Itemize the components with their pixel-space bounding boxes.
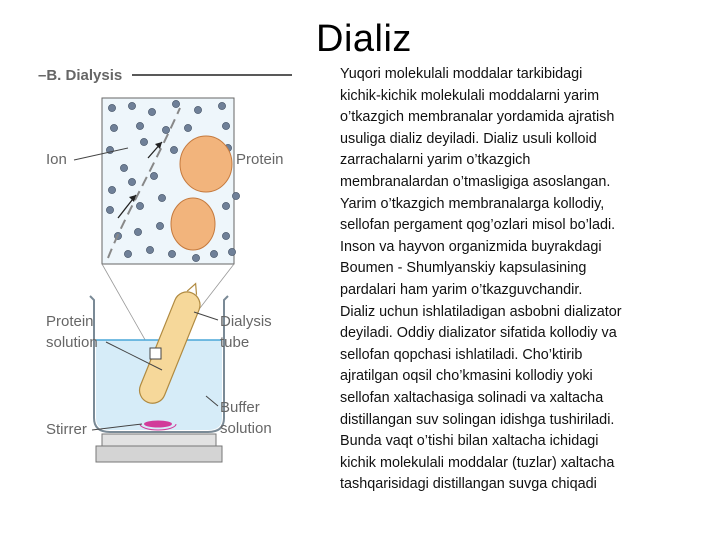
ion-particle — [150, 172, 157, 179]
ion-particle — [134, 228, 141, 235]
body-line: o’tkazgich membranalar yordamida ajratish — [340, 109, 615, 126]
label-buffer-solution-2: solution — [220, 420, 272, 437]
ion-particle — [108, 104, 115, 111]
stirrer-bar — [144, 421, 172, 428]
ion-particle — [218, 102, 225, 109]
ion-particle — [148, 108, 155, 115]
ion-particle — [162, 126, 169, 133]
ion-particle — [170, 146, 177, 153]
label-stirrer: Stirrer — [46, 421, 87, 438]
ion-particle — [120, 164, 127, 171]
label-ion: Ion — [46, 151, 67, 168]
body-line: kichik molekulali moddalar (tuzlar) xaltacha — [340, 454, 615, 471]
ion-particle — [156, 222, 163, 229]
zoom-line — [102, 264, 152, 352]
body-line: Bunda vaqt o’tishi bilan xaltacha ichidagi — [340, 433, 599, 450]
tube-clip — [150, 348, 161, 359]
body-line: sellofan pergament qog’ozlari misol bo’ladi. — [340, 217, 616, 234]
body-line: sellofan qopchasi ishlatiladi. Cho’ktirib — [340, 346, 583, 363]
ion-particle — [158, 194, 165, 201]
body-line: Boumen - Shumlyanskiy kapsulasining — [340, 260, 587, 277]
ion-particle — [222, 202, 229, 209]
ion-particle — [232, 192, 239, 199]
ion-particle — [222, 122, 229, 129]
ion-particle — [128, 178, 135, 185]
stirrer-base — [102, 434, 216, 446]
body-line: sellofan xaltachasiga solinadi va xaltacha — [340, 389, 604, 406]
label-protein-solution-2: solution — [46, 334, 98, 351]
figure-heading: –B. Dialysis — [38, 67, 123, 84]
body-line: zarrachalarni yarim o’tkazgich — [340, 152, 531, 169]
pointer-dialysis-tube — [194, 312, 218, 320]
label-protein-solution-1: Protein — [46, 313, 94, 330]
body-line: membranalardan o’tmasligiga asoslangan. — [340, 173, 611, 190]
ion-particle — [228, 248, 235, 255]
body-line: Yarim o’tkazgich membranalarga kollodiy, — [340, 195, 605, 212]
body-line: deyiladi. Oddiy dializator sifatida kollodiy va — [340, 325, 617, 342]
body-line: pardalari ham yarim o’tkazguvchandir. — [340, 281, 583, 298]
body-line: Yuqori molekulali moddalar tarkibidagi — [340, 66, 583, 82]
label-dialysis-tube-1: Dialysis — [220, 313, 272, 330]
label-protein: Protein — [236, 151, 284, 168]
dialysis-figure — [0, 0, 310, 480]
body-line: kichik-kichik molekulali moddalarni yarim — [340, 87, 600, 104]
ion-particle — [136, 202, 143, 209]
ion-particle — [136, 122, 143, 129]
ion-particle — [192, 254, 199, 261]
protein-blob — [180, 136, 232, 192]
ion-particle — [184, 124, 191, 131]
ion-particle — [106, 206, 113, 213]
ion-particle — [168, 250, 175, 257]
slide-title: Dializ — [316, 18, 412, 60]
label-buffer-solution-1: Buffer — [220, 399, 260, 416]
ion-particle — [172, 100, 179, 107]
ion-particle — [110, 124, 117, 131]
body-line: Dializ uchun ishlatiladigan asbobni dializator — [340, 303, 622, 320]
ion-particle — [146, 246, 153, 253]
protein-blob — [171, 198, 215, 250]
stirrer-base-bottom — [96, 446, 222, 462]
body-line: ajratilgan oqsil cho’kmasini kollodiy yoki — [340, 368, 593, 385]
body-paragraph — [340, 64, 680, 496]
body-line: distillangan suv solingan idishga tushiriladi. — [340, 411, 615, 428]
body-line: usuliga dializ deyiladi. Dializ usuli kolloid — [340, 130, 597, 147]
label-dialysis-tube-2: tube — [220, 334, 250, 351]
ion-particle — [128, 102, 135, 109]
body-line: Inson va hayvon organizmida buyrakdagi — [340, 238, 602, 255]
ion-particle — [194, 106, 201, 113]
ion-particle — [210, 250, 217, 257]
ion-particle — [124, 250, 131, 257]
ion-particle — [140, 138, 147, 145]
ion-particle — [108, 186, 115, 193]
body-line: tashqarisidagi distillangan suvga chiqadi — [340, 476, 597, 493]
ion-particle — [222, 232, 229, 239]
